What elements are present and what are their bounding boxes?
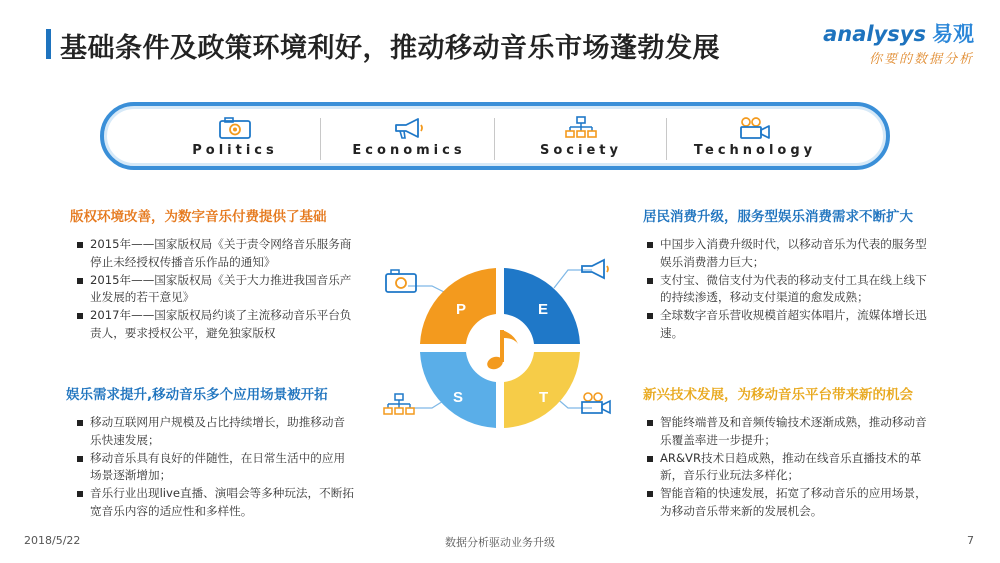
camera-icon xyxy=(218,116,252,140)
logo-cn: 易观 xyxy=(932,22,974,46)
quadrant-s-label: S xyxy=(453,389,464,406)
video-camera-icon xyxy=(582,393,610,413)
list-item: AR&VR技术日趋成熟，推动在线音乐直播技术的革新，音乐行业玩法多样化； xyxy=(646,450,932,486)
divider xyxy=(320,118,321,160)
footer-center-text: 数据分析驱动业务升级 xyxy=(445,536,555,549)
list-item: 中国步入消费升级时代，以移动音乐为代表的服务型娱乐消费潜力巨大； xyxy=(646,236,936,272)
list-item: 智能终端普及和音频传输技术逐渐成熟，推动移动音乐覆盖率进一步提升； xyxy=(646,414,932,450)
list-item: 全球数字音乐营收规模首超实体唱片，流媒体增长迅速。 xyxy=(646,307,936,343)
politics-list xyxy=(76,236,356,343)
list-item: 2015年——国家版权局《关于大力推进我国音乐产业发展的若干意见》 xyxy=(76,272,356,308)
pest-item-politics xyxy=(150,116,320,158)
divider xyxy=(494,118,495,160)
page-number: 7 xyxy=(967,534,974,547)
economics-section-title: 居民消费升级，服务型娱乐消费需求不断扩大 xyxy=(643,209,913,225)
list-item: 音乐行业出现live直播、演唱会等多种玩法，不断拓宽音乐内容的适应性和多样性。 xyxy=(76,485,356,521)
society-list xyxy=(76,414,356,521)
music-note-icon xyxy=(485,330,518,371)
pest-label-society: Society xyxy=(540,143,622,158)
pest-item-economics xyxy=(324,116,494,158)
technology-list xyxy=(646,414,932,521)
pest-label-technology: Technology xyxy=(693,143,817,158)
pest-item-technology xyxy=(670,116,840,158)
logo-slogan: 你要的数据分析 xyxy=(868,52,974,67)
quadrant-p-label: P xyxy=(456,301,467,318)
list-item: 2017年——国家版权局约谈了主流移动音乐平台负责人，要求授权公平，避免独家版权 xyxy=(76,307,356,343)
list-item: 移动互联网用户规模及占比持续增长，助推移动音乐快速发展； xyxy=(76,414,356,450)
network-icon xyxy=(564,116,598,140)
divider xyxy=(666,118,667,160)
quadrant-t-label: T xyxy=(539,389,549,406)
camera-icon xyxy=(386,270,416,292)
megaphone-icon xyxy=(392,116,426,140)
list-item: 2015年——国家版权局《关于责令网络音乐服务商停止未经授权传播音乐作品的通知》 xyxy=(76,236,356,272)
footer-date: 2018/5/22 xyxy=(24,534,81,547)
society-section-title: 娱乐需求提升,移动音乐多个应用场景被开拓 xyxy=(66,387,328,403)
list-item: 移动音乐具有良好的伴随性，在日常生活中的应用场景逐渐增加； xyxy=(76,450,356,486)
pest-label-economics: Economics xyxy=(352,143,466,158)
brand-logo xyxy=(814,14,974,70)
logo-text: analysys xyxy=(823,22,926,46)
pest-item-society xyxy=(496,116,666,158)
video-camera-icon xyxy=(738,116,772,140)
quadrant-e-label: E xyxy=(538,301,549,318)
title-accent-bar xyxy=(46,29,51,59)
pest-label-politics: Politics xyxy=(192,143,278,158)
pest-category-bar xyxy=(100,102,890,170)
economics-list xyxy=(646,236,936,343)
page-title: 基础条件及政策环境利好，推动移动音乐市场蓬勃发展 xyxy=(60,33,720,64)
technology-section-title: 新兴技术发展，为移动音乐平台带来新的机会 xyxy=(643,387,913,403)
politics-section-title: 版权环境改善，为数字音乐付费提供了基础 xyxy=(70,209,327,225)
list-item: 智能音箱的快速发展，拓宽了移动音乐的应用场景，为移动音乐带来新的发展机会。 xyxy=(646,485,932,521)
pest-quadrant-diagram xyxy=(368,230,632,466)
list-item: 支付宝、微信支付为代表的移动支付工具在线上线下的持续渗透，移动支付渠道的愈发成熟； xyxy=(646,272,936,308)
megaphone-icon xyxy=(582,260,608,278)
network-icon xyxy=(384,394,414,414)
